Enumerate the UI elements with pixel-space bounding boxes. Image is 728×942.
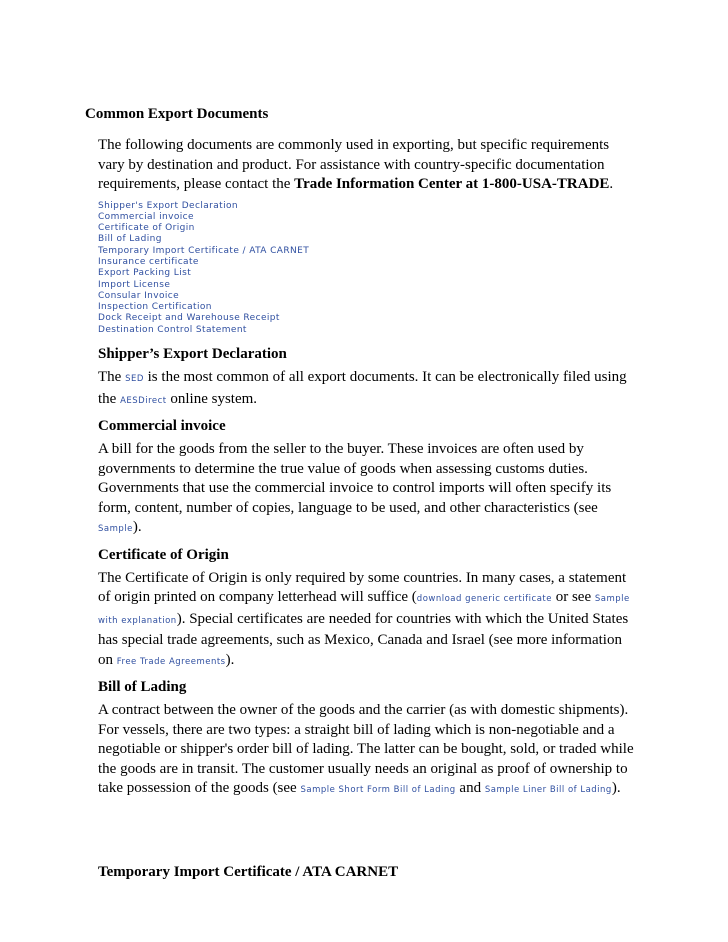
toc-link-ata-carnet[interactable]: Temporary Import Certificate / ATA CARNET <box>98 245 310 256</box>
section-title-sed: Shipper’s Export Declaration <box>98 346 287 363</box>
intro-end: . <box>609 176 614 192</box>
intro-paragraph <box>98 136 638 195</box>
toc-link-consular-invoice[interactable]: Consular Invoice <box>98 290 180 301</box>
aesdirect-link[interactable]: AESDirect <box>120 395 167 406</box>
toc-link-inspection-certification[interactable]: Inspection Certification <box>98 302 212 313</box>
page-title: Common Export Documents <box>85 106 269 122</box>
section-ata-carnet <box>98 863 638 882</box>
sed-text-2: is the most common of all export documents. It can be electronically filed using the <box>98 369 627 407</box>
trade-center-contact: Trade Information Center at 1-800-USA-TRADE <box>294 176 610 192</box>
commercial-text-2: ). <box>132 519 142 536</box>
short-form-lading-link[interactable]: Sample Short Form Bill of Lading <box>300 785 456 796</box>
section-bill-of-lading <box>98 678 638 801</box>
toc-link-commercial-invoice[interactable]: Commercial invoice <box>98 211 194 222</box>
sample-explanation-link[interactable]: Sample with explanation <box>98 594 630 626</box>
intro-text: The following documents are commonly used in exporting, but specific requirements vary by destination and product. For assistance with country-specific documentation requirements, please contact the <box>98 137 610 192</box>
document-link-list <box>98 201 638 337</box>
toc-link-sed[interactable]: Shipper's Export Declaration <box>98 200 239 211</box>
section-title-commercial-invoice: Commercial invoice <box>98 418 226 435</box>
origin-text-4: ). <box>225 651 235 668</box>
section-spacer <box>98 807 638 863</box>
sed-text-3: online system. <box>166 390 258 407</box>
generic-certificate-link[interactable]: download generic certificate <box>416 594 552 605</box>
origin-text-1: The Certificate of Origin is only required by some countries. In many cases, a statement of origin printed on company letterhead will suffice ( <box>98 569 627 606</box>
toc-link-import-license[interactable]: Import License <box>98 279 171 290</box>
section-title-ata-carnet: Temporary Import Certificate / ATA CARNET <box>98 863 399 880</box>
document-body <box>98 136 638 888</box>
commercial-sample-link[interactable]: Sample <box>98 524 133 535</box>
sed-link[interactable]: SED <box>125 374 144 385</box>
origin-text-3: ). Special certificates are needed for countries with which the United States has special trade agreements, such as Mexico, Canada and Israel (see more information on <box>98 610 629 668</box>
toc-link-dock-receipt[interactable]: Dock Receipt and Warehouse Receipt <box>98 313 280 324</box>
lading-text-2: and <box>455 780 485 797</box>
commercial-paragraph <box>98 440 638 540</box>
section-commercial-invoice <box>98 417 638 540</box>
toc-link-export-packing-list[interactable]: Export Packing List <box>98 268 192 279</box>
origin-text-2: or see <box>551 589 595 606</box>
toc-link-bill-of-lading[interactable]: Bill of Lading <box>98 234 162 245</box>
origin-paragraph <box>98 569 638 673</box>
lading-text-3: ). <box>611 780 621 797</box>
section-certificate-of-origin <box>98 546 638 673</box>
lading-text-1: A contract between the owner of the goods and the carrier (as with domestic shipments). For vessels, there are two types: a straight bill of lading which is non-negotiable and a negotiable or shipper's order bill of lading. The latter can be bought, sold, or traded while the goods are in transit. The customer usually needs an original as proof of ownership to take possession of the goods (see <box>98 702 634 797</box>
toc-link-destination-control[interactable]: Destination Control Statement <box>98 324 247 335</box>
lading-paragraph <box>98 701 638 801</box>
toc-link-insurance-certificate[interactable]: Insurance certificate <box>98 256 199 267</box>
liner-lading-link[interactable]: Sample Liner Bill of Lading <box>484 785 612 796</box>
toc-link-certificate-of-origin[interactable]: Certificate of Origin <box>98 223 195 234</box>
section-title-bill-of-lading: Bill of Lading <box>98 679 187 696</box>
section-title-certificate-of-origin: Certificate of Origin <box>98 546 229 563</box>
sed-paragraph <box>98 368 638 411</box>
sed-text-1: The <box>98 369 126 386</box>
free-trade-agreements-link[interactable]: Free Trade Agreements <box>116 656 226 667</box>
commercial-text-1: A bill for the goods from the seller to the buyer. These invoices are often used by governments to determine the true value of goods when assessing customs duties. Governments that use the commercial invoice to control imports will often specify its form, content, number of copies, language to be used, and other characteristics (see <box>98 441 612 516</box>
section-sed <box>98 345 638 411</box>
